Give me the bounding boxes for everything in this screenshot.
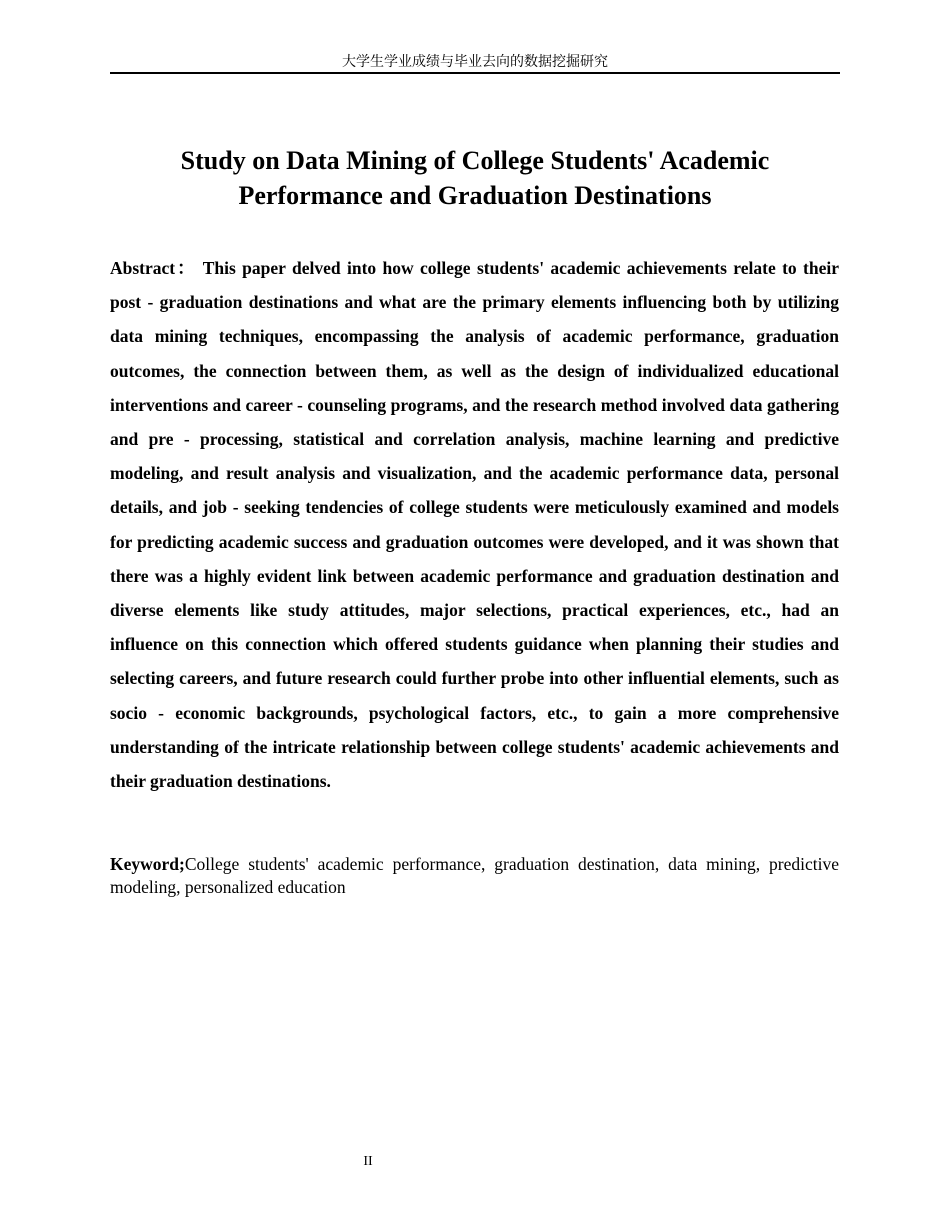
abstract-label: Abstract： bbox=[110, 258, 197, 278]
keyword-text: College students' academic performance, graduation destination, data mining, predictive modeling, personalized education bbox=[110, 854, 839, 897]
keyword-label: Keyword; bbox=[110, 854, 185, 874]
running-header: 大学生学业成绩与毕业去向的数据挖掘研究 bbox=[342, 54, 608, 70]
paper-title: Study on Data Mining of College Students' Academic Performance and Graduation Destinations bbox=[180, 146, 770, 210]
keywords bbox=[110, 853, 839, 898]
header-rule bbox=[110, 72, 840, 74]
abstract-text: This paper delved into how college students' academic achievements relate to their post - graduation destinations and what are the primary elements influencing both by utilizing data mining techniques, encompassing the analysis of academic performance, graduation outcomes, the connection between them, as well as the design of individualized educational interventions and career - counseling programs, and the research method involved data gathering and pre - processing, statistical and correlation analysis, machine learning and predictive modeling, and result analysis and visualization, and the academic performance data, personal details, and job - seeking tendencies of college students were meticulously examined and models for predicting academic success and graduation outcomes were developed, and it was shown that there was a highly evident link between academic performance and graduation destination and diverse elements like study attitudes, major selections, practical experiences, etc., had an influence on this connection which offered students guidance when planning their studies and selecting careers, and future research could further probe into other influential elements, such as socio - economic backgrounds, psychological factors, etc., to gain a more comprehensive understanding of the intricate relationship between college students' academic achievements and their graduation destinations. bbox=[110, 258, 840, 792]
abstract bbox=[110, 251, 839, 798]
page-number: II bbox=[363, 1154, 373, 1169]
